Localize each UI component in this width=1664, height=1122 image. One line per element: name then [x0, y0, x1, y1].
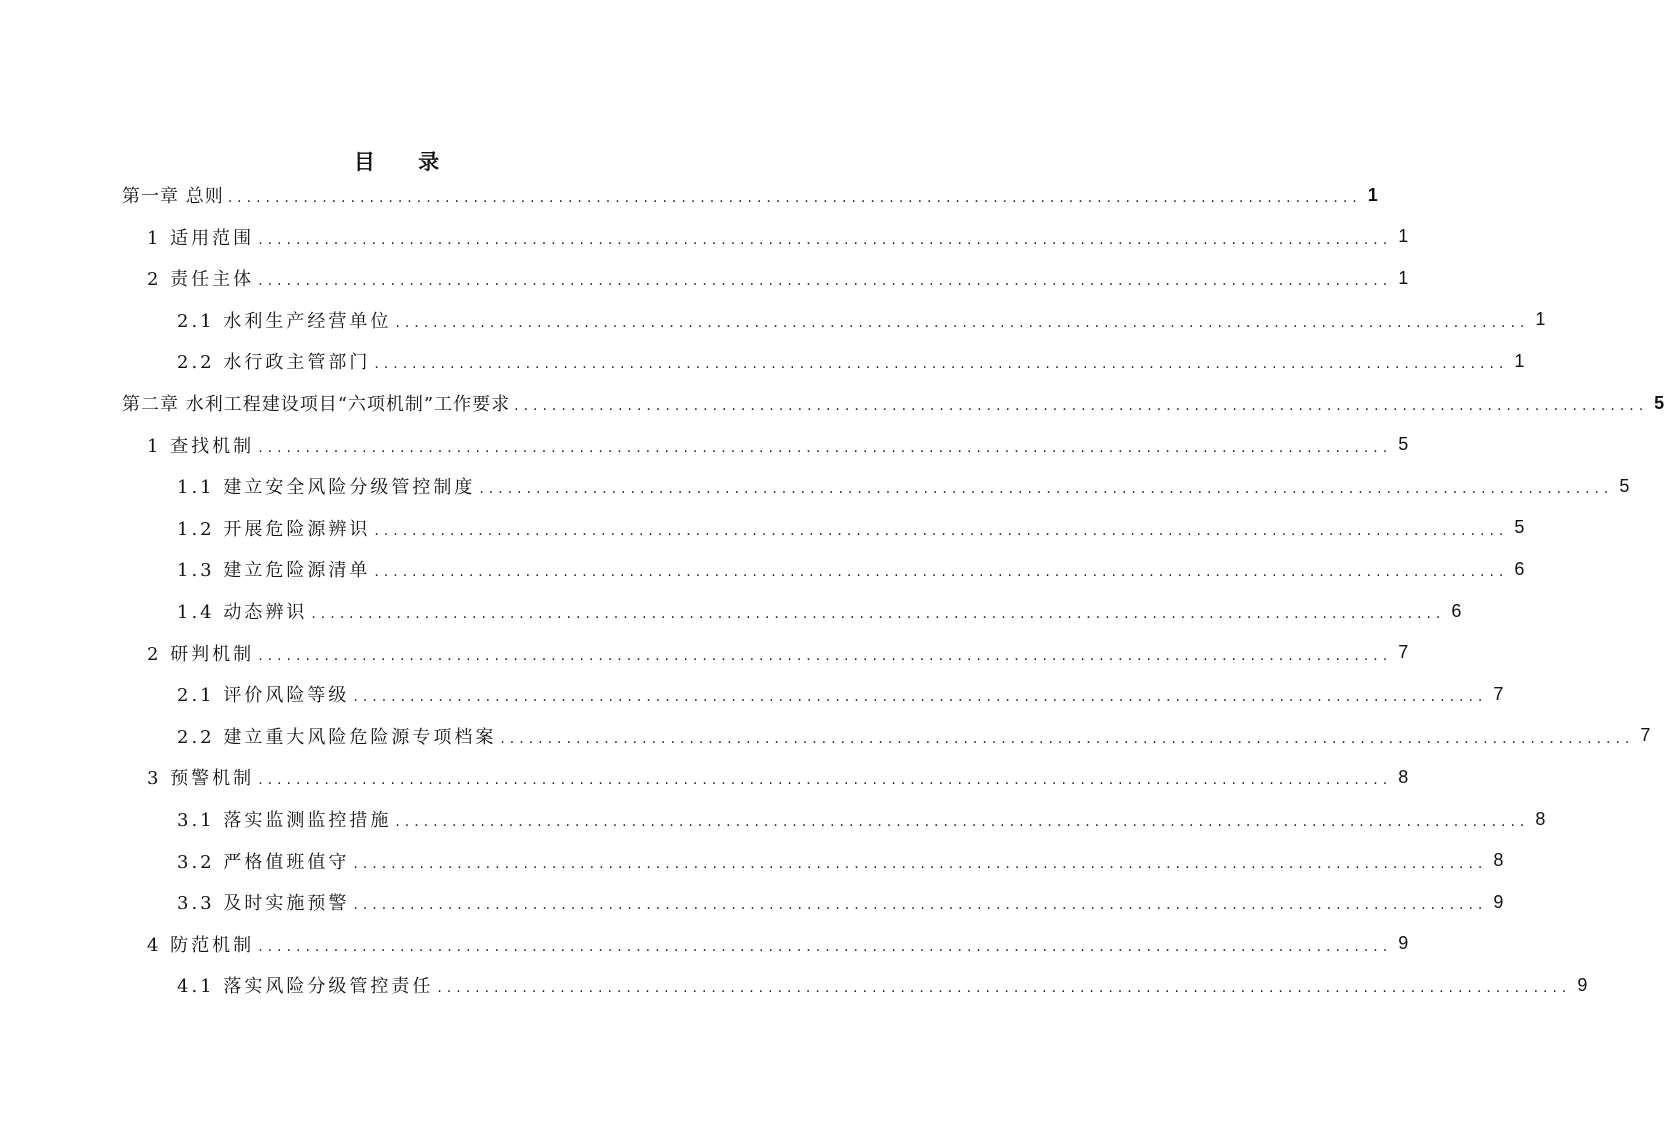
- toc-entry[interactable]: [122, 178, 1378, 212]
- toc-entry-text: 4 防范机制: [147, 934, 255, 956]
- toc-entry-page: 6: [1514, 558, 1525, 579]
- toc-entry-text: 3.1 落实监测监控措施: [177, 810, 392, 831]
- toc-leader-dots: ........................................................................................................................: [395, 314, 1530, 331]
- toc-entry-page: 9: [1493, 891, 1504, 912]
- toc-entry[interactable]: [177, 802, 1546, 836]
- toc-entry-page: 8: [1535, 808, 1546, 829]
- toc-entry[interactable]: [177, 552, 1525, 586]
- toc-title: 目 录: [353, 149, 458, 174]
- toc-entry-text: 4.1 落实风险分级管控责任: [177, 976, 434, 998]
- toc-entry-page: 1: [1514, 350, 1525, 371]
- toc-leader-dots: ........................................................................................................................: [395, 814, 1530, 830]
- toc-entry-text: 2 责任主体: [147, 269, 255, 291]
- toc-leader-dots: ........................................................................................................................: [258, 772, 1393, 789]
- toc-entry-text: 1.4 动态辨识: [177, 602, 308, 623]
- toc-entry-page: 7: [1640, 725, 1651, 746]
- toc-entry-text: 1.1 建立安全风险分级管控制度: [177, 477, 476, 499]
- toc-leader-dots: ........................................................................................................................: [258, 273, 1393, 290]
- toc-entry-text: 3.3 及时实施预警: [177, 893, 350, 915]
- toc-entry-page: 8: [1398, 766, 1409, 787]
- toc-entry-page: 7: [1398, 642, 1409, 663]
- toc-leader-dots: ........................................................................................................................: [353, 689, 1488, 706]
- toc-entry[interactable]: [177, 594, 1462, 628]
- toc-leader-dots: ........................................................................................................................: [437, 980, 1572, 997]
- toc-entry[interactable]: [177, 885, 1504, 919]
- toc-entry-text: 2.2 水行政主管部门: [177, 352, 371, 374]
- toc-entry[interactable]: [147, 428, 1409, 462]
- toc-entry-text: 第二章 水利工程建设项目“六项机制”工作要求: [122, 394, 511, 415]
- toc-entry-page: 9: [1398, 933, 1409, 954]
- toc-entry[interactable]: [147, 261, 1409, 295]
- toc-leader-dots: ........................................................................................................................: [353, 855, 1488, 872]
- toc-entry-text: 1 适用范围: [147, 227, 255, 249]
- toc-entry-text: 3.2 严格值班值守: [177, 851, 350, 873]
- toc-entry-page: 1: [1398, 226, 1409, 247]
- toc-leader-dots: ........................................................................................................................: [374, 564, 1509, 581]
- toc-entry-page: 1: [1535, 309, 1546, 330]
- toc-leader-dots: ........................................................................................................................: [500, 730, 1635, 747]
- toc-entry-page: 6: [1451, 600, 1462, 621]
- toc-entry-text: 3 预警机制: [147, 768, 255, 790]
- toc-entry[interactable]: [177, 677, 1504, 711]
- toc-entry[interactable]: [177, 719, 1651, 753]
- toc-entry-text: 第一章 总则: [122, 186, 224, 207]
- toc-leader-dots: ........................................................................................................................: [311, 606, 1446, 622]
- toc-leader-dots: ........................................................................................................................: [258, 231, 1393, 248]
- toc-leader-dots: ........................................................................................................................: [374, 522, 1509, 539]
- toc-entry-page: 7: [1493, 683, 1504, 704]
- toc-entry-page: 5: [1514, 517, 1525, 538]
- toc-entry-text: 2 研判机制: [147, 643, 255, 665]
- toc-entry[interactable]: [147, 760, 1409, 794]
- toc-entry[interactable]: [177, 968, 1588, 1002]
- toc-leader-dots: ........................................................................................................................: [258, 938, 1393, 955]
- toc-entry-text: 1.2 开展危险源辨识: [177, 518, 371, 540]
- toc-leader-dots: ........................................................................................................................: [479, 481, 1614, 498]
- toc-entry[interactable]: [177, 511, 1525, 545]
- toc-leader-dots: ........................................................................................................................: [514, 398, 1649, 414]
- toc-entry-page: 1: [1398, 267, 1409, 288]
- toc-entry-page: 8: [1493, 850, 1504, 871]
- toc-entry-text: 2.2 建立重大风险危险源专项档案: [177, 726, 497, 748]
- toc-entry-text: 2.1 水利生产经营单位: [177, 310, 392, 332]
- toc-entry-page: 1: [1367, 184, 1378, 205]
- toc-entry-page: 5: [1398, 434, 1409, 455]
- toc-entry[interactable]: [177, 469, 1630, 503]
- toc-entry[interactable]: [177, 844, 1504, 878]
- toc-entry[interactable]: [147, 636, 1409, 670]
- toc-entry[interactable]: [177, 303, 1546, 337]
- toc-leader-dots: ........................................................................................................................: [258, 439, 1393, 456]
- toc-entry[interactable]: [122, 386, 1664, 420]
- toc-entry[interactable]: [147, 927, 1409, 961]
- toc-entry-text: 1.3 建立危险源清单: [177, 560, 371, 582]
- toc-entry-text: 2.1 评价风险等级: [177, 685, 350, 707]
- toc-entry[interactable]: [147, 220, 1409, 254]
- toc-entry[interactable]: [177, 344, 1525, 378]
- toc-entry-page: 5: [1619, 475, 1630, 496]
- toc-leader-dots: ........................................................................................................................: [374, 356, 1509, 373]
- toc-entry-text: 1 查找机制: [147, 435, 255, 457]
- toc-entry-page: 9: [1577, 974, 1588, 995]
- toc-leader-dots: ........................................................................................................................: [258, 647, 1393, 664]
- toc-leader-dots: ........................................................................................................................: [227, 190, 1362, 206]
- toc-entry-page: 5: [1654, 392, 1664, 413]
- toc-leader-dots: ........................................................................................................................: [353, 897, 1488, 914]
